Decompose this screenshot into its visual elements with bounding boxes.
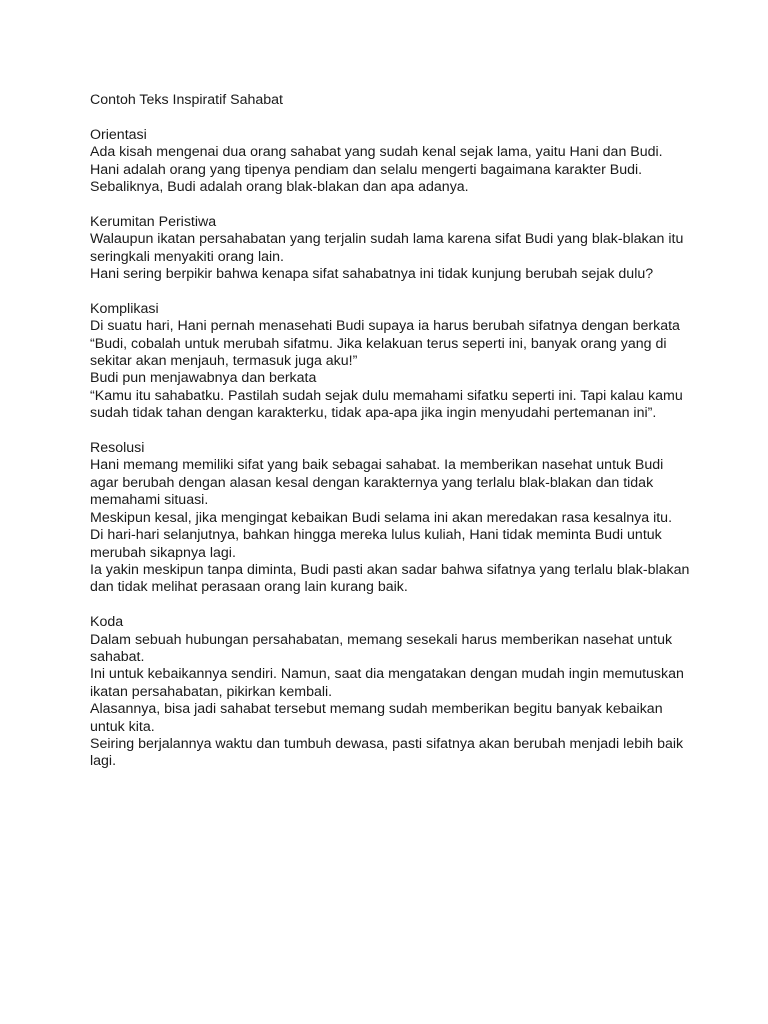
- paragraph: Ini untuk kebaikannya sendiri. Namun, saat dia mengatakan dengan mudah ingin memutuskan ikatan persahabatan, pikirkan kembali.: [90, 666, 684, 700]
- paragraph: Dalam sebuah hubungan persahabatan, memang sesekali harus memberikan nasehat untuk sahabat.: [90, 631, 673, 665]
- section-heading: Komplikasi: [90, 300, 159, 317]
- paragraph: Sebaliknya, Budi adalah orang blak-blakan dan apa adanya.: [90, 179, 469, 196]
- section-heading: Orientasi: [90, 126, 147, 143]
- paragraph: Di hari-hari selanjutnya, bahkan hingga mereka lulus kuliah, Hani tidak meminta Budi untuk merubah sikapnya lagi.: [90, 527, 662, 561]
- section-heading: Kerumitan Peristiwa: [90, 213, 217, 230]
- paragraph: Alasannya, bisa jadi sahabat tersebut memang sudah memberikan begitu banyak kebaikan untuk kita.: [90, 701, 663, 735]
- document-title: Contoh Teks Inspiratif Sahabat: [90, 92, 283, 108]
- section-orientasi: [90, 127, 690, 197]
- paragraph: Walaupun ikatan persahabatan yang terjalin sudah lama karena sifat Budi yang blak-blakan itu seringkali menyakiti orang lain.: [90, 231, 684, 265]
- paragraph: “Kamu itu sahabatku. Pastilah sudah sejak dulu memahami sifatku seperti ini. Tapi kalau kamu sudah tidak tahan dengan karakterku, tidak apa-apa jika ingin menyudahi pertemanan ini”.: [90, 387, 683, 422]
- paragraph: Hani sering berpikir bahwa kenapa sifat sahabatnya ini tidak kunjung berubah sejak dulu?: [90, 266, 654, 283]
- section-heading: Koda: [90, 614, 124, 631]
- paragraph: Seiring berjalannya waktu dan tumbuh dewasa, pasti sifatnya akan berubah menjadi lebih baik lagi.: [90, 735, 684, 770]
- section-heading: Resolusi: [90, 440, 145, 457]
- paragraph: Ia yakin meskipun tanpa diminta, Budi pasti akan sadar bahwa sifatnya yang terlalu blak-blakan dan tidak melihat perasaan orang lain kurang baik.: [90, 561, 690, 596]
- section-komplikasi: [90, 301, 690, 423]
- paragraph: Di suatu hari, Hani pernah menasehati Budi supaya ia harus berubah sifatnya dengan berkata “Budi, cobalah untuk merubah sifatmu. Jika kelakuan terus seperti ini, banyak orang yang di sekitar akan menjauh, termasuk juga aku!”: [90, 318, 680, 370]
- paragraph: Budi pun menjawabnya dan berkata: [90, 370, 317, 387]
- section-kerumitan-peristiwa: [90, 214, 690, 284]
- paragraph: Meskipun kesal, jika mengingat kebaikan Budi selama ini akan meredakan rasa kesalnya itu.: [90, 509, 673, 526]
- section-koda: [90, 614, 690, 771]
- section-resolusi: [90, 440, 690, 597]
- document-body: [90, 92, 690, 771]
- paragraph: Ada kisah mengenai dua orang sahabat yang sudah kenal sejak lama, yaitu Hani dan Budi.: [90, 144, 663, 161]
- paragraph: Hani adalah orang yang tipenya pendiam dan selalu mengerti bagaimana karakter Budi.: [90, 161, 643, 178]
- paragraph: Hani memang memiliki sifat yang baik sebagai sahabat. Ia memberikan nasehat untuk Budi agar berubah dengan alasan kesal dengan karakternya yang terlalu blak-blakan dan tidak memahami situasi.: [90, 457, 664, 509]
